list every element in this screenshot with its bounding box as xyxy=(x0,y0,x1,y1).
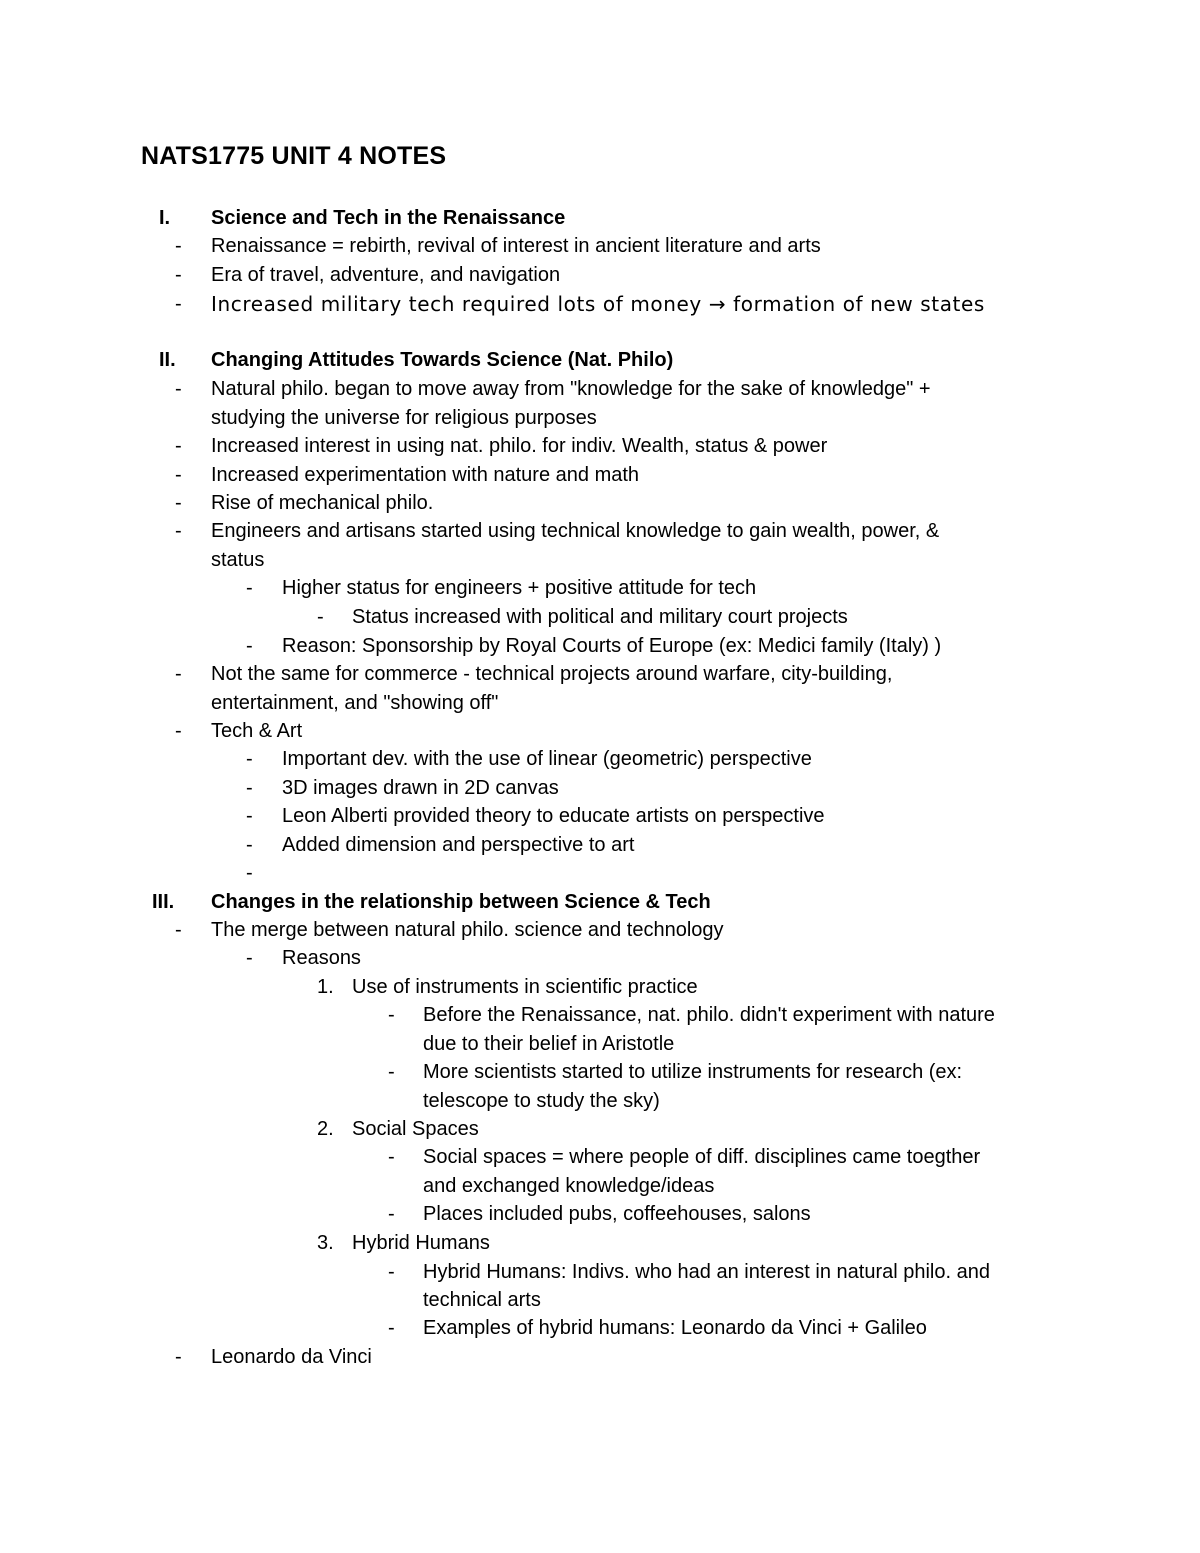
section-3-heading: Changes in the relationship between Science & Tech xyxy=(211,891,711,913)
list-item-continuation: entertainment, and "showing off" xyxy=(211,692,499,714)
bullet-dash: - xyxy=(175,1346,182,1368)
bullet-dash: - xyxy=(175,235,182,257)
bullet-dash: - xyxy=(175,293,182,315)
list-item: Reasons xyxy=(282,947,361,969)
section-1-numeral: I. xyxy=(159,207,171,229)
list-item: Social spaces = where people of diff. disciplines came toegther xyxy=(423,1146,981,1168)
list-item: Renaissance = rebirth, revival of interest in ancient literature and arts xyxy=(211,235,821,257)
bullet-dash: - xyxy=(317,606,324,628)
list-item-continuation: and exchanged knowledge/ideas xyxy=(423,1175,715,1197)
page-title: NATS1775 UNIT 4 NOTES xyxy=(141,142,447,170)
list-item-continuation: telescope to study the sky) xyxy=(423,1090,660,1112)
list-item: Status increased with political and military court projects xyxy=(352,606,848,628)
bullet-dash: - xyxy=(175,492,182,514)
list-item: Tech & Art xyxy=(211,720,303,742)
list-item-continuation: technical arts xyxy=(423,1289,541,1311)
list-item: Hybrid Humans: Indivs. who had an interest in natural philo. and xyxy=(423,1261,990,1283)
list-item: Important dev. with the use of linear (geometric) perspective xyxy=(282,748,812,770)
list-item: The merge between natural philo. science and technology xyxy=(211,919,724,941)
bullet-dash: - xyxy=(388,1317,395,1339)
list-item: Era of travel, adventure, and navigation xyxy=(211,264,561,286)
list-item: Increased military tech required lots of money → formation of new states xyxy=(211,292,985,316)
section-2-heading: Changing Attitudes Towards Science (Nat. Philo) xyxy=(211,349,674,371)
list-item: Leonardo da Vinci xyxy=(211,1346,372,1368)
list-item-continuation: studying the universe for religious purposes xyxy=(211,407,597,429)
bullet-dash: - xyxy=(246,834,253,856)
list-item: Leon Alberti provided theory to educate artists on perspective xyxy=(282,805,825,827)
list-item: More scientists started to utilize instruments for research (ex: xyxy=(423,1061,963,1083)
bullet-dash: - xyxy=(175,919,182,941)
bullet-dash: - xyxy=(246,577,253,599)
bullet-dash: - xyxy=(175,464,182,486)
bullet-dash: - xyxy=(388,1261,395,1283)
list-item: 3D images drawn in 2D canvas xyxy=(282,777,559,799)
bullet-dash: - xyxy=(175,720,182,742)
bullet-dash: - xyxy=(246,777,253,799)
bullet-dash: - xyxy=(175,378,182,400)
list-item: Before the Renaissance, nat. philo. didn't experiment with nature xyxy=(423,1004,995,1026)
list-item: Rise of mechanical philo. xyxy=(211,492,434,514)
bullet-dash: - xyxy=(175,520,182,542)
list-item: Not the same for commerce - technical projects around warfare, city-building, xyxy=(211,663,893,685)
list-item: Higher status for engineers + positive attitude for tech xyxy=(282,577,757,599)
numbered-marker: 2. xyxy=(317,1118,334,1140)
bullet-dash: - xyxy=(246,947,253,969)
bullet-dash: - xyxy=(388,1203,395,1225)
numbered-item: Hybrid Humans xyxy=(352,1232,490,1254)
bullet-dash: - xyxy=(246,805,253,827)
list-item: Increased experimentation with nature and math xyxy=(211,464,640,486)
bullet-dash: - xyxy=(175,435,182,457)
bullet-dash: - xyxy=(388,1061,395,1083)
list-item: Increased interest in using nat. philo. for indiv. Wealth, status & power xyxy=(211,435,828,457)
numbered-marker: 1. xyxy=(317,976,334,998)
section-2-numeral: II. xyxy=(159,349,176,371)
numbered-item: Use of instruments in scientific practice xyxy=(352,976,698,998)
bullet-dash: - xyxy=(175,663,182,685)
bullet-dash: - xyxy=(388,1004,395,1026)
list-item: Reason: Sponsorship by Royal Courts of Europe (ex: Medici family (Italy) ) xyxy=(282,635,942,657)
bullet-dash: - xyxy=(175,264,182,286)
section-1-heading: Science and Tech in the Renaissance xyxy=(211,207,566,229)
section-3-numeral: III. xyxy=(152,891,175,913)
numbered-marker: 3. xyxy=(317,1232,334,1254)
bullet-dash: - xyxy=(246,748,253,770)
list-item: Places included pubs, coffeehouses, salons xyxy=(423,1203,811,1225)
list-item-continuation: status xyxy=(211,549,265,571)
list-item-continuation: due to their belief in Aristotle xyxy=(423,1033,675,1055)
bullet-dash: - xyxy=(246,635,253,657)
numbered-item: Social Spaces xyxy=(352,1118,479,1140)
list-item: Examples of hybrid humans: Leonardo da Vinci + Galileo xyxy=(423,1317,927,1339)
list-item: Engineers and artisans started using technical knowledge to gain wealth, power, & xyxy=(211,520,940,542)
list-item: Added dimension and perspective to art xyxy=(282,834,635,856)
bullet-dash: - xyxy=(388,1146,395,1168)
list-item: Natural philo. began to move away from "knowledge for the sake of knowledge" + xyxy=(211,378,931,400)
bullet-dash-empty: - xyxy=(246,862,253,884)
